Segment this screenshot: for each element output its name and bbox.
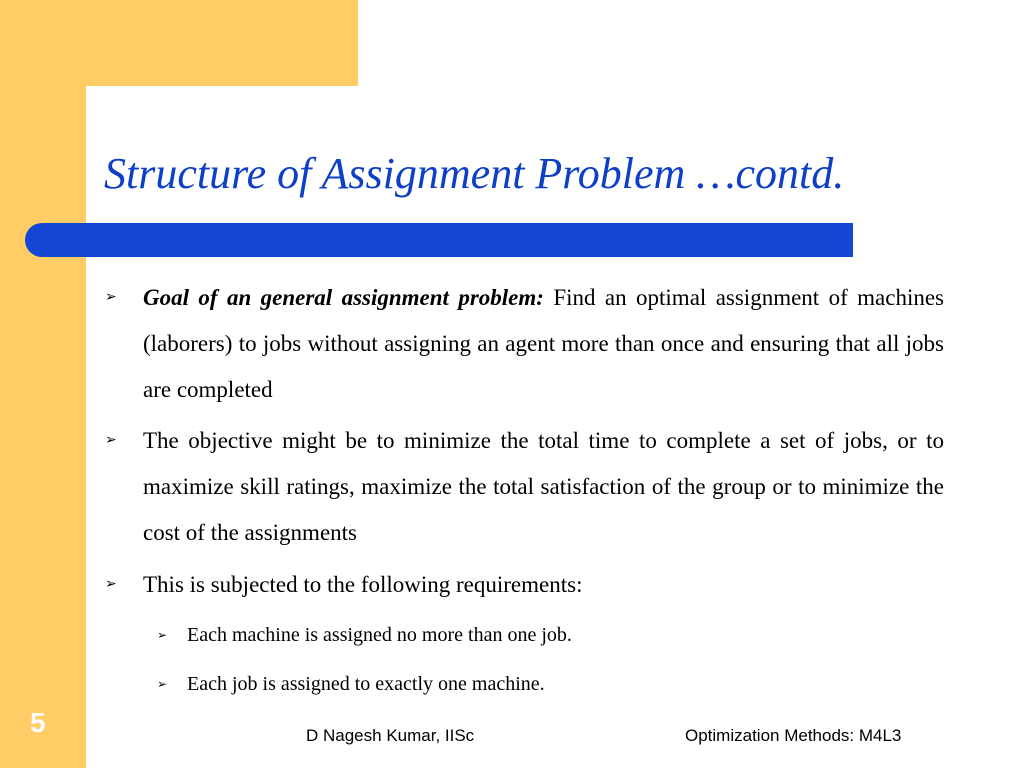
sub-bullet-job (157, 661, 545, 707)
arrow-bullet-icon: ➢ (157, 628, 168, 642)
title-underline-bar (25, 223, 853, 257)
bullet-goal (105, 275, 944, 413)
page-number: 5 (30, 707, 46, 738)
bullet-objective (105, 418, 944, 556)
bullet-goal-body: Find an optimal assignment of machines (laborers) to jobs without assigning an agent more than once and ensuring that all jobs are completed (143, 285, 944, 402)
arrow-bullet-icon: ➢ (157, 677, 168, 691)
footer-author: D Nagesh Kumar, IISc (306, 726, 475, 745)
sub-bullet-job-text: Each job is assigned to exactly one machine. (187, 673, 545, 695)
arrow-bullet-icon: ➢ (105, 290, 117, 305)
slide-title: Structure of Assignment Problem …contd. (104, 149, 845, 198)
bullet-goal-text (143, 275, 944, 413)
footer-course: Optimization Methods: M4L3 (685, 726, 902, 745)
bullet-requirements (105, 562, 944, 608)
bullet-requirements-text: This is subjected to the following requirements: (143, 572, 583, 597)
yellow-top-band (0, 0, 358, 86)
arrow-bullet-icon: ➢ (105, 577, 117, 592)
yellow-side-band (0, 0, 86, 768)
bullet-objective-text: The objective might be to minimize the total time to complete a set of jobs, or to maximize skill ratings, maximize the total satisfaction of the group or to minimize the cost of the assignments (143, 428, 944, 545)
sub-bullet-machine (157, 612, 572, 658)
bullet-goal-emphasis: Goal of an general assignment problem: (143, 285, 544, 310)
arrow-bullet-icon: ➢ (105, 433, 117, 448)
sub-bullet-machine-text: Each machine is assigned no more than one job. (187, 624, 572, 646)
